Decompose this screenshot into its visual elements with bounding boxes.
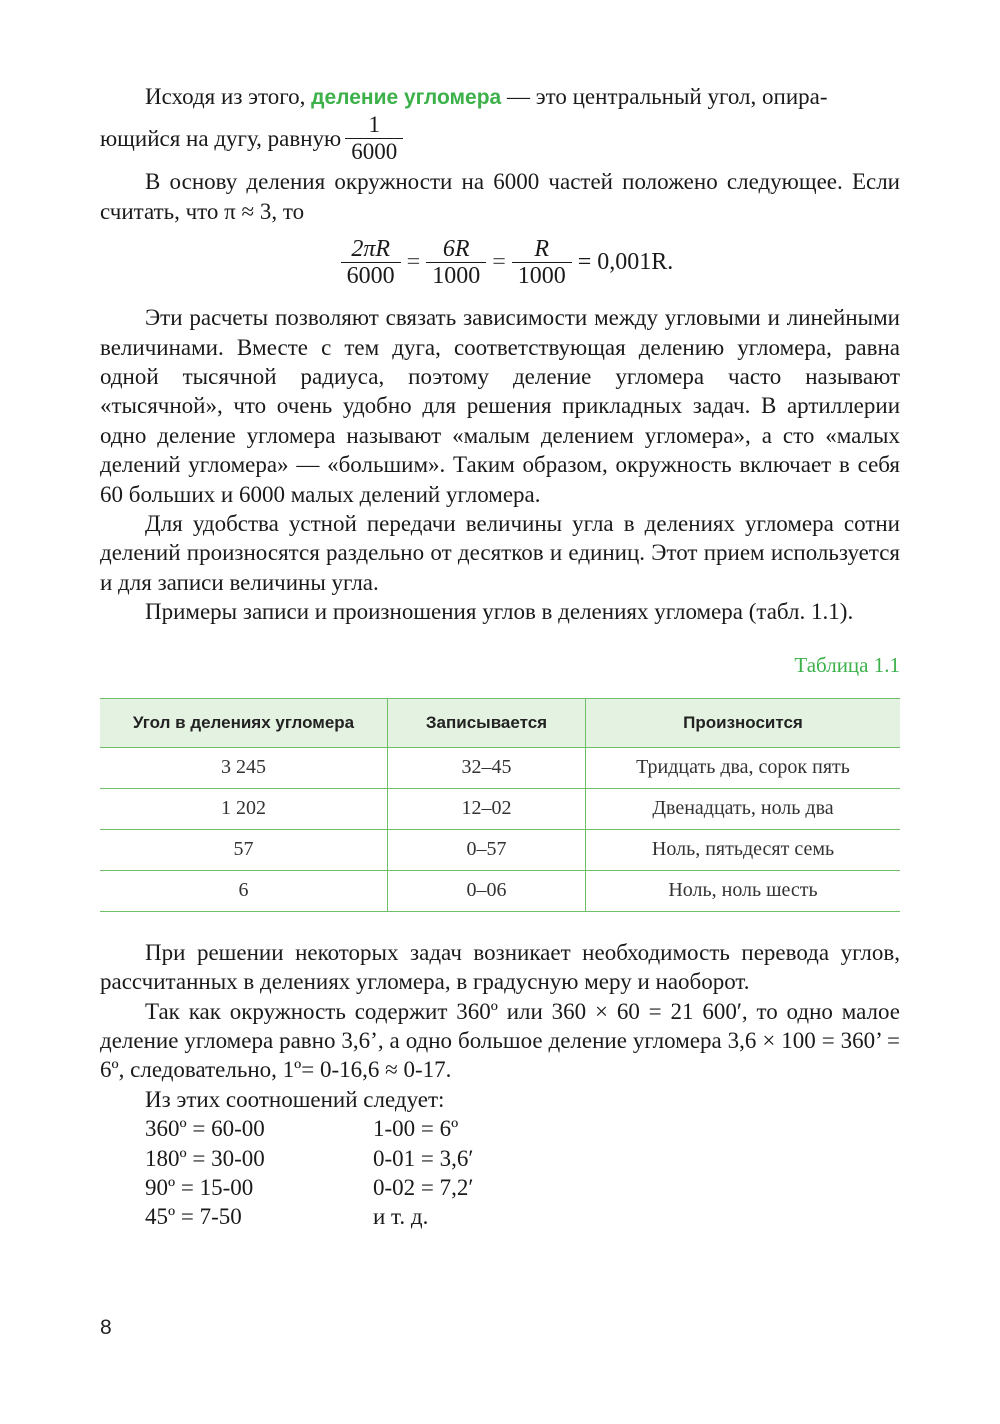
paragraph-conversion: При решении некоторых задач возникает необходимость перевода углов, рассчитанных в делениях угломера, в градусную меру и наоборот. (100, 939, 900, 995)
table-caption: Таблица 1.1 (794, 652, 900, 677)
table-cell: 3 245 (100, 747, 388, 788)
table-row (100, 747, 900, 788)
paragraph-definition: Исходя из этого, деление угломера — это центральный угол, опира- (145, 84, 828, 109)
table-header-row (100, 698, 900, 747)
table-cell: Ноль, ноль шесть (586, 870, 901, 911)
paragraph-calculations: Эти расчеты позволяют связать зависимости между угловыми и линейными величинами. Вместе с тем дуга, соответствующая делению угломера, равна одной тысячной радиуса, поэтому деление угломера часто называют «тысячной», что очень удобно для решения прикладных задач. В артиллерии одно деление угломера называют «малым делением угломера», а сто «малых делений угломера» — «большим». Таким образом, окружность включает в себя 60 больших и 6000 малых делений угломера. (100, 305, 900, 507)
table-row (100, 829, 900, 870)
page-content (100, 82, 900, 1232)
formula-fraction-2: $\frac{6R}{1000}$ (426, 236, 486, 289)
paragraph-oral-transfer: Для удобства устной передачи величины угла в делениях угломера сотни делений произносятся раздельно от десятков и единиц. Этот прием используется и для записи величины угла. (100, 511, 900, 595)
table-cell: 12–02 (388, 788, 586, 829)
table-cell: 1 202 (100, 788, 388, 829)
table-header-cell: Произносится (586, 698, 901, 747)
relation-right: 0-01 = 3,6′ (373, 1145, 474, 1171)
angles-table (100, 698, 900, 912)
formula-fraction-3: $\frac{R}{1000}$ (512, 236, 572, 289)
paragraph-relations-intro: Из этих соотношений следует: (145, 1086, 445, 1112)
relation-left: 180º = 30-00 (145, 1145, 265, 1171)
table-cell: 0–06 (388, 870, 586, 911)
page-number: 8 (100, 1316, 112, 1339)
definition-line-2: ющийся на дугу, равную $\frac{1}{6000}$ (100, 112, 900, 165)
relations-list (145, 1114, 900, 1232)
table-cell: 32–45 (388, 747, 586, 788)
paragraph-examples: Примеры записи и произношения углов в делениях угломера (табл. 1.1). (145, 599, 854, 625)
table-cell: Ноль, пятьдесят семь (586, 829, 901, 870)
paragraph-basis: В основу деления окружности на 6000 частей положено следующее. Если считать, что π ≈ 3, то (100, 169, 900, 224)
relation-left: 360º = 60-00 (145, 1116, 265, 1142)
table-cell: Двенадцать, ноль два (586, 788, 901, 829)
term-highlight: деление угломера (311, 86, 502, 109)
relation-left: 45º = 7-50 (145, 1204, 242, 1230)
table-cell: Тридцать два, сорок пять (586, 747, 901, 788)
formula-result: = 0,001R. (577, 249, 674, 276)
relation-right: 0-02 = 7,2′ (373, 1174, 474, 1200)
table-cell: 0–57 (388, 829, 586, 870)
table-header-cell: Записывается (388, 698, 586, 747)
relation-left: 90º = 15-00 (145, 1174, 254, 1200)
table-row (100, 788, 900, 829)
formula-fraction-1: $\frac{2\pi R}{6000}$ (341, 236, 401, 289)
relation-right: 1-00 = 6º (373, 1116, 459, 1142)
relation-right: и т. д. (373, 1204, 429, 1230)
table-header-cell: Угол в делениях угломера (100, 698, 388, 747)
formula: $\frac{2\pi R}{6000}$ = $\frac{6R}{1000}$ = $\frac{R}{1000}$ = 0,001R. (100, 236, 900, 289)
paragraph-circle: Так как окружность содержит 360º или 360 × 60 = 21 600′, то одно малое деление угломера равно 3,6’, а одно большое деление угломера 3,6 × 100 = 360’ = 6º, следовательно, 1º= 0-16,6 ≈ 0-17. (100, 998, 900, 1083)
fraction-one-over-6000: $\frac{1}{6000}$ (345, 112, 403, 165)
table-cell: 57 (100, 829, 388, 870)
table-cell: 6 (100, 870, 388, 911)
table-row (100, 870, 900, 911)
